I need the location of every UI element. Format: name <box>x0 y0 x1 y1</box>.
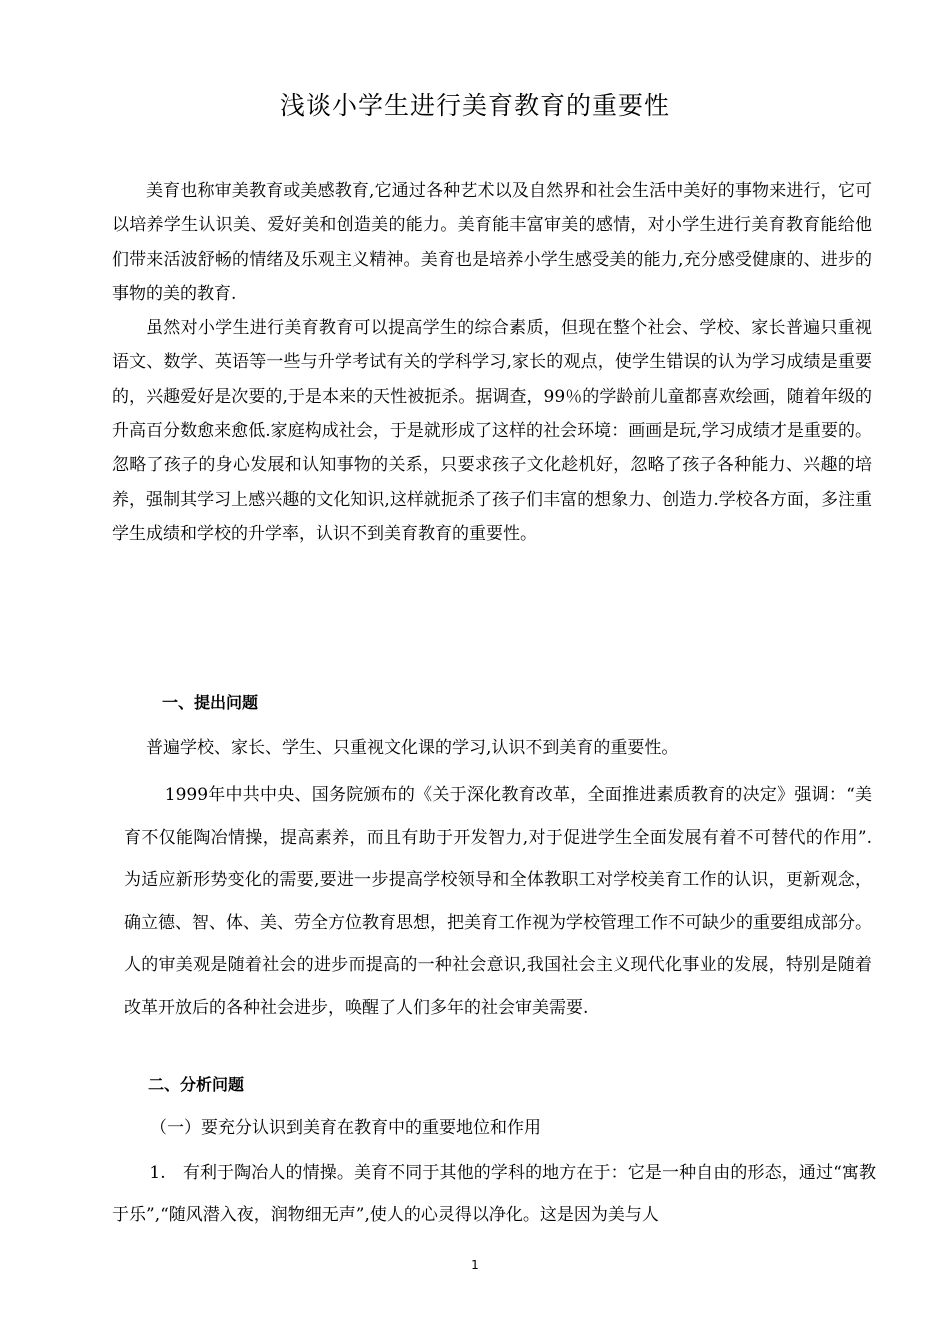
paragraph-2: 虽然对小学生进行美育教育可以提高学生的综合素质，但现在整个社会、学校、家长普遍只重视语文、数学、英语等一些与升学考试有关的学科学习,家长的观点，使学生错误的认为学习成绩是重要的，兴趣爱好是次要的,于是本来的天性被扼杀。据调查，99％的学龄前儿童都喜欢绘画，随着年级的升高百分数愈来愈低.家庭构成社会，于是就形成了这样的社会环境：画画是玩,学习成绩才是重要的。忽略了孩子的身心发展和认知事物的关系，只要求孩子文化趁机好，忽略了孩子各种能力、兴趣的培养，强制其学习上感兴趣的文化知识,这样就扼杀了孩子们丰富的想象力、创造力.学校各方面，多注重学生成绩和学校的升学率，认识不到美育教育的重要性。 <box>112 318 872 544</box>
paragraph-block-4 <box>112 1152 876 1236</box>
paragraph-5: 1. 有利于陶冶人的情操。美育不同于其他的学科的地方在于：它是一种自由的形态，通过“寓教于乐”,“随风潜入夜，润物细无声”,使人的心灵得以净化。这是因为美与人 <box>112 1163 876 1225</box>
heading-raise-problem: 一、提出问题 <box>162 693 259 712</box>
document-title: 浅谈小学生进行美育教育的重要性 <box>279 91 670 120</box>
paragraph-intro <box>112 174 872 551</box>
paragraph-4: 1999年中共中央、国务院颁布的《关于深化教育改革，全面推进素质教育的决定》强调：“美育不仅能陶冶情操，提高素养，而且有助于开发智力,对于促进学生全面发展有着不可替代的作用”.为适应新形势变化的需要,要进一步提高学校领导和全体教职工对学校美育工作的认识，更新观念，确立德、智、体、美、劳全方位教育思想，把美育工作视为学校管理工作不可缺少的重要组成部分。人的审美观是随着社会的进步而提高的一种社会意识,我国社会主义现代化事业的发展，特别是随着改革开放后的各种社会进步，唤醒了人们多年的社会审美需要. <box>124 785 872 1018</box>
paragraph-3: 普遍学校、家长、学生、只重视文化课的学习,认识不到美育的重要性。 <box>146 738 679 758</box>
paragraph-block-2 <box>112 731 872 765</box>
page-number: 1 <box>471 1258 479 1272</box>
paragraph-block-3 <box>124 774 872 1029</box>
heading-analyze-problem: 二、分析问题 <box>148 1075 245 1094</box>
paragraph-1: 美育也称审美教育或美感教育,它通过各种艺术以及自然界和社会生活中美好的事物来进行，它可以培养学生认识美、爱好美和创造美的能力。美育能丰富审美的感情，对小学生进行美育教育能给他们带来活波舒畅的情绪及乐观主义精神。美育也是培养小学生感受美的能力,充分感受健康的、进步的事物的美的教育. <box>112 181 872 304</box>
subheading-role-of-aesthetic-education: （一）要充分认识到美育在教育中的重要地位和作用 <box>150 1118 541 1138</box>
